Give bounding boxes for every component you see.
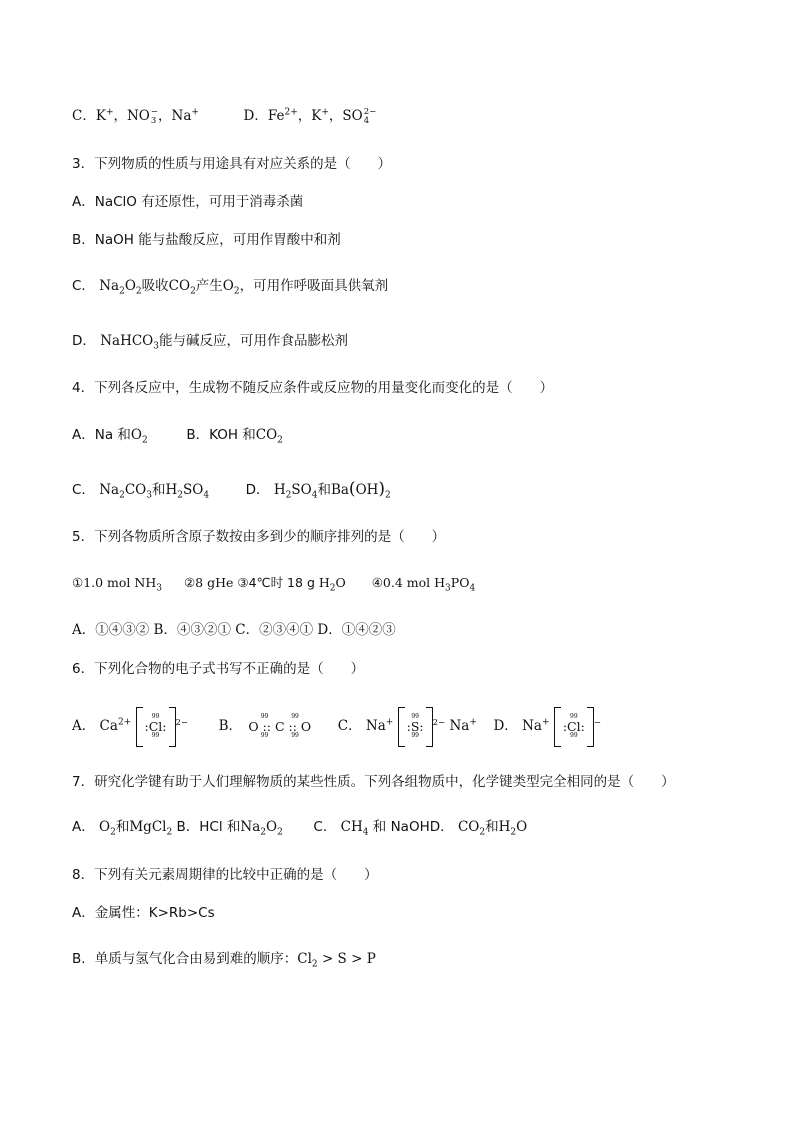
q4-options-cd	[72, 480, 391, 499]
q3-stem: 3．下列物质的性质与用途具有对应关系的是（ ）	[72, 156, 392, 172]
q5-item-3: ③4℃时 18 g $H_2O$	[237, 575, 346, 594]
q7-option-a: A． $O_2$和MgCl$_2$	[72, 819, 173, 838]
q6-option-c: C． Na+ 99 :S: 99 2− Na+	[338, 718, 481, 734]
q3-option-c: C． $Na_2O_2$吸收$CO_2$产生$O_2$，可用作呼吸面具供氧剂	[72, 278, 389, 297]
q5-item-2: ②8 gHe	[183, 575, 234, 590]
q4-option-b: B．KOH 和$CO_2$	[186, 427, 283, 446]
q5-items	[72, 574, 475, 592]
q3-option-a: A．NaClO 有还原性，可用于消毒杀菌	[72, 194, 304, 210]
q6-stem: 6．下列化合物的电子式书写不正确的是（ ）	[72, 661, 365, 677]
q2-options-cd	[72, 107, 376, 126]
q8-stem: 8．下列有关元素周期律的比较中正确的是（ ）	[72, 867, 378, 883]
q7-option-b: B．HCl 和$Na_2O_2$	[176, 819, 283, 838]
q6-a-lewis-structure: 99 :Cl: 99 2−	[136, 707, 189, 747]
q6-d-lewis-structure: 99 :Cl: 99 −	[554, 707, 601, 747]
q6-option-d: D． Na+ 99 :Cl: 99 −	[493, 718, 600, 734]
q4-option-a: A．Na 和$O_2$	[72, 427, 148, 446]
q6-options	[72, 706, 601, 746]
q7-option-d: D． $CO_2$和$H_2O$	[429, 819, 528, 838]
q6-option-b: B． 99 99 O :: C :: O 99 99	[218, 713, 312, 739]
q8-option-a: A．金属性：K>Rb>Cs	[72, 905, 215, 921]
q8-option-b: B．单质与氢气化合由易到难的顺序：$Cl_2 > S > P$	[72, 951, 376, 970]
q7-options	[72, 818, 527, 836]
q5-item-4: ④0.4 mol $H_3PO_4$	[371, 575, 476, 594]
q4-option-c: C． $Na_2CO_3$和$H_2SO_4$	[72, 482, 210, 501]
q6-option-a: A． $Ca^{2+}$ 99 :Cl: 99 2−	[72, 718, 192, 734]
q2-option-c: C．K+，NO − 3 ，Na+	[72, 106, 199, 126]
q5-options: A．①④③② B．④③②① C．②③④① D．①④②③	[72, 622, 396, 638]
q7-option-c: C． $CH_4$ 和 NaOH	[313, 819, 430, 838]
q5-item-1: ①1.0 mol $NH_3$	[72, 575, 162, 594]
q7-stem: 7．研究化学键有助于人们理解物质的某些性质。下列各组物质中，化学键类型完全相同的是（ ）	[72, 774, 675, 790]
q2-option-d: D．$Fe^{2+}$，K+，SO 2− 4	[243, 106, 377, 126]
q6-b-lewis-structure: 99 99 O :: C :: O 99 99	[248, 713, 312, 739]
q3-option-b: B．NaOH 能与盐酸反应，可用作胃酸中和剂	[72, 232, 341, 248]
q4-option-d: D． $H_2SO_4$和$Ba(OH)_2$	[245, 479, 391, 501]
q4-options-ab	[72, 426, 283, 444]
q6-c-lewis-structure: 99 :S: 99 2−	[398, 707, 446, 747]
q5-stem: 5．下列各物质所含原子数按由多到少的顺序排列的是（ ）	[72, 529, 446, 545]
q4-stem: 4．下列各反应中，生成物不随反应条件或反应物的用量变化而变化的是（ ）	[72, 380, 554, 396]
q3-option-d: D． NaHCO$_3$能与碱反应，可用作食品膨松剂	[72, 333, 348, 352]
